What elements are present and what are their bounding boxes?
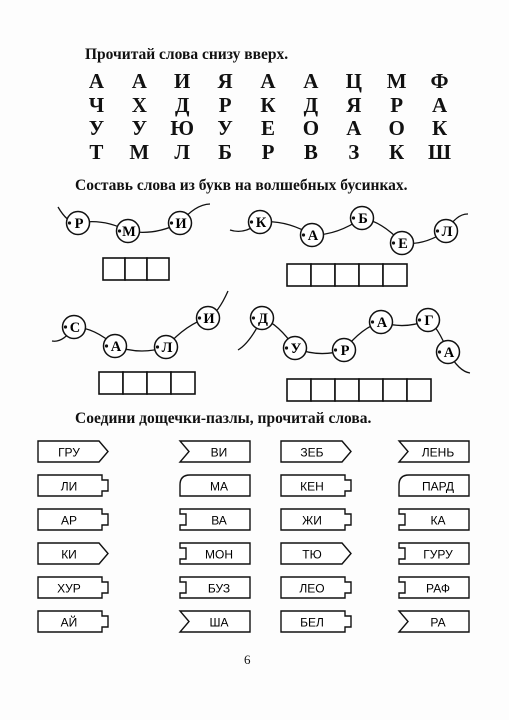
puzzle-piece[interactable] (38, 577, 108, 598)
grid-letter: О (388, 116, 405, 140)
puzzle-piece[interactable] (38, 509, 108, 530)
grid-letter: Р (390, 92, 404, 117)
bead-letter: Г (424, 313, 434, 329)
answer-box[interactable] (103, 258, 125, 280)
grid-letter: А (260, 69, 276, 93)
grid-letter: У (217, 116, 233, 140)
bead (197, 307, 220, 330)
grid-letter: Р (261, 139, 275, 164)
grid-letter: Ц (345, 69, 362, 93)
puzzle-piece-label: ГУРУ (423, 547, 453, 562)
bead (370, 311, 393, 334)
puzzle-piece[interactable] (399, 543, 469, 564)
puzzle-piece-label: ЗЕБ (300, 445, 324, 460)
puzzle-piece[interactable] (399, 441, 469, 462)
grid-letter: Ш (428, 139, 452, 164)
bead-letter: И (175, 216, 187, 232)
puzzle-piece-label: ТЮ (302, 547, 322, 562)
puzzle-piece[interactable] (38, 475, 108, 496)
puzzle-piece-label: АР (60, 513, 78, 528)
bead-hole (156, 345, 159, 348)
puzzle-piece-label: ГРУ (58, 445, 80, 460)
bead-hole (438, 350, 441, 353)
grid-letter: И (174, 69, 191, 93)
puzzle-piece[interactable] (180, 611, 250, 632)
grid-letter: Д (174, 92, 190, 117)
answer-box[interactable] (171, 372, 195, 394)
bead-letter: Р (74, 216, 84, 232)
answer-box[interactable] (311, 264, 335, 286)
bead (117, 220, 140, 243)
puzzle-piece-label: РА (430, 615, 446, 630)
answer-box[interactable] (335, 264, 359, 286)
grid-letter: К (260, 92, 276, 117)
bead-hole (302, 233, 305, 236)
puzzle-piece[interactable] (399, 509, 469, 530)
instruction-puzzles: Соедини дощечки-пазлы, прочитай слова. (75, 410, 372, 427)
bead-hole (118, 229, 121, 232)
bead-letter: Л (441, 224, 453, 240)
puzzle-piece-label: РАФ (426, 581, 450, 596)
bead-letter: К (255, 215, 267, 231)
puzzle-piece-label: ЛЕНЬ (421, 445, 455, 460)
bead-hole (371, 320, 374, 323)
grid-letter: А (88, 69, 105, 93)
puzzle-column (281, 441, 351, 632)
bead-string (58, 204, 210, 243)
bead-hole (352, 216, 355, 219)
bead (67, 212, 90, 235)
puzzle-piece-label: ЛИ (60, 479, 78, 494)
puzzle-column (38, 441, 108, 632)
puzzle-piece-label: ША (209, 615, 229, 630)
grid-letter: Л (174, 139, 191, 164)
bead (351, 207, 374, 230)
bead-hole (392, 241, 395, 244)
puzzle-piece[interactable] (180, 441, 250, 462)
bead-letter: Р (340, 343, 350, 359)
puzzle-piece[interactable] (38, 611, 108, 632)
grid-letter: К (431, 116, 448, 140)
bead (284, 337, 307, 360)
answer-box[interactable] (287, 379, 311, 401)
bead (104, 335, 127, 358)
bead-hole (252, 316, 255, 319)
grid-letter: А (346, 116, 362, 140)
puzzle-column (399, 441, 469, 632)
bead-letter: И (203, 311, 215, 327)
bead-letter: Б (358, 211, 368, 227)
grid-letter: В (303, 139, 318, 164)
puzzle-piece-label: МОН (205, 547, 233, 562)
answer-box[interactable] (407, 379, 431, 401)
puzzle-piece-label: ВИ (210, 445, 228, 460)
bead-hole (68, 221, 71, 224)
grid-letter: А (431, 92, 448, 117)
bead-letter: А (307, 228, 319, 244)
puzzle-piece[interactable] (281, 611, 351, 632)
bead-string (230, 207, 468, 255)
puzzle-piece-label: БЕЛ (300, 615, 324, 630)
grid-letter: Е (260, 116, 275, 140)
bead-letter: С (69, 320, 81, 336)
answer-box[interactable] (359, 264, 383, 286)
bead-hole (250, 220, 253, 223)
puzzle-piece[interactable] (180, 543, 250, 564)
puzzle-piece[interactable] (281, 577, 351, 598)
bead-hole (334, 348, 337, 351)
grid-letter: Т (89, 139, 104, 164)
grid-letter: Д (303, 92, 319, 117)
answer-box[interactable] (287, 264, 311, 286)
bead-letter: А (110, 339, 122, 355)
bead (391, 232, 414, 255)
bead-hole (170, 221, 173, 224)
answer-box[interactable] (335, 379, 359, 401)
answer-box[interactable] (359, 379, 383, 401)
bead-hole (436, 229, 439, 232)
grid-letter: З (348, 139, 360, 164)
puzzle-piece[interactable] (281, 475, 351, 496)
grid-letter: Ф (430, 69, 449, 93)
answer-box[interactable] (383, 264, 407, 286)
answer-box[interactable] (311, 379, 335, 401)
bead (249, 211, 272, 234)
puzzle-piece[interactable] (399, 611, 469, 632)
bead-letter: А (443, 345, 455, 361)
puzzle-piece[interactable] (180, 475, 250, 496)
bead (169, 212, 192, 235)
grid-letter: М (386, 69, 407, 93)
puzzle-piece[interactable] (180, 509, 250, 530)
bead-letter: Д (258, 311, 268, 327)
puzzle-piece[interactable] (281, 509, 351, 530)
bead-hole (64, 325, 67, 328)
puzzle-column (180, 441, 250, 632)
puzzle-piece-label: ПАРД (422, 479, 454, 494)
bead-letter: У (290, 341, 302, 357)
puzzle-piece[interactable] (180, 577, 250, 598)
puzzle-piece-label: ВА (211, 513, 227, 528)
answer-box[interactable] (383, 379, 407, 401)
bead-string (238, 307, 470, 374)
answer-box[interactable] (123, 372, 147, 394)
grid-letter: М (129, 139, 150, 164)
bead (437, 341, 460, 364)
puzzle-piece[interactable] (399, 577, 469, 598)
puzzle-piece-label: КИ (61, 547, 77, 562)
bead-letter: Е (398, 236, 408, 252)
bead-hole (285, 346, 288, 349)
puzzle-piece-label: КА (430, 513, 446, 528)
puzzle-piece[interactable] (38, 441, 108, 462)
bead (155, 336, 178, 359)
puzzle-piece-label: ЛЕО (299, 581, 325, 596)
bead (63, 316, 86, 339)
grid-letter: У (88, 116, 105, 140)
grid-letter: Р (218, 92, 232, 117)
puzzle-piece-label: АЙ (60, 615, 78, 630)
bead (417, 309, 440, 332)
grid-letter: Я (346, 92, 362, 117)
answer-box[interactable] (147, 258, 169, 280)
bead (251, 307, 274, 330)
bead-hole (105, 344, 108, 347)
puzzle-piece-label: ЖИ (302, 513, 322, 528)
grid-letter: О (302, 116, 320, 140)
grid-letter: У (131, 116, 148, 140)
puzzle-piece[interactable] (399, 475, 469, 496)
puzzle-piece-label: БУЗ (207, 581, 231, 596)
bead-string (52, 291, 228, 359)
grid-letter: А (131, 69, 147, 93)
grid-letter: К (389, 139, 405, 164)
bead-hole (418, 318, 421, 321)
answer-boxes[interactable] (103, 258, 169, 280)
puzzle-piece-label: МА (210, 479, 228, 494)
grid-letter: Ч (88, 92, 105, 117)
bead-letter: А (376, 315, 388, 331)
grid-letter: Я (217, 69, 233, 93)
page-number: 6 (244, 652, 251, 667)
answer-box[interactable] (99, 372, 123, 394)
bead (301, 224, 324, 247)
puzzle-piece[interactable] (281, 543, 351, 564)
answer-boxes[interactable] (287, 379, 431, 401)
bead-letter: Л (161, 340, 173, 356)
grid-letter: Б (218, 139, 233, 164)
answer-box[interactable] (125, 258, 147, 280)
puzzle-piece-label: ХУР (57, 581, 81, 596)
bead (435, 220, 458, 243)
grid-letter: А (303, 69, 319, 93)
instruction-read-up: Прочитай слова снизу вверх. (85, 46, 289, 63)
puzzle-piece[interactable] (38, 543, 108, 564)
grid-letter: Ю (170, 116, 195, 140)
instruction-make-words: Составь слова из букв на волшебных бусинках. (75, 177, 408, 194)
puzzle-piece[interactable] (281, 441, 351, 462)
bead-letter: М (122, 224, 136, 240)
grid-letter: Х (131, 92, 147, 117)
answer-box[interactable] (147, 372, 171, 394)
bead-hole (198, 316, 201, 319)
answer-boxes[interactable] (287, 264, 407, 286)
answer-boxes[interactable] (99, 372, 195, 394)
bead (333, 339, 356, 362)
puzzle-piece-label: КЕН (300, 479, 324, 494)
